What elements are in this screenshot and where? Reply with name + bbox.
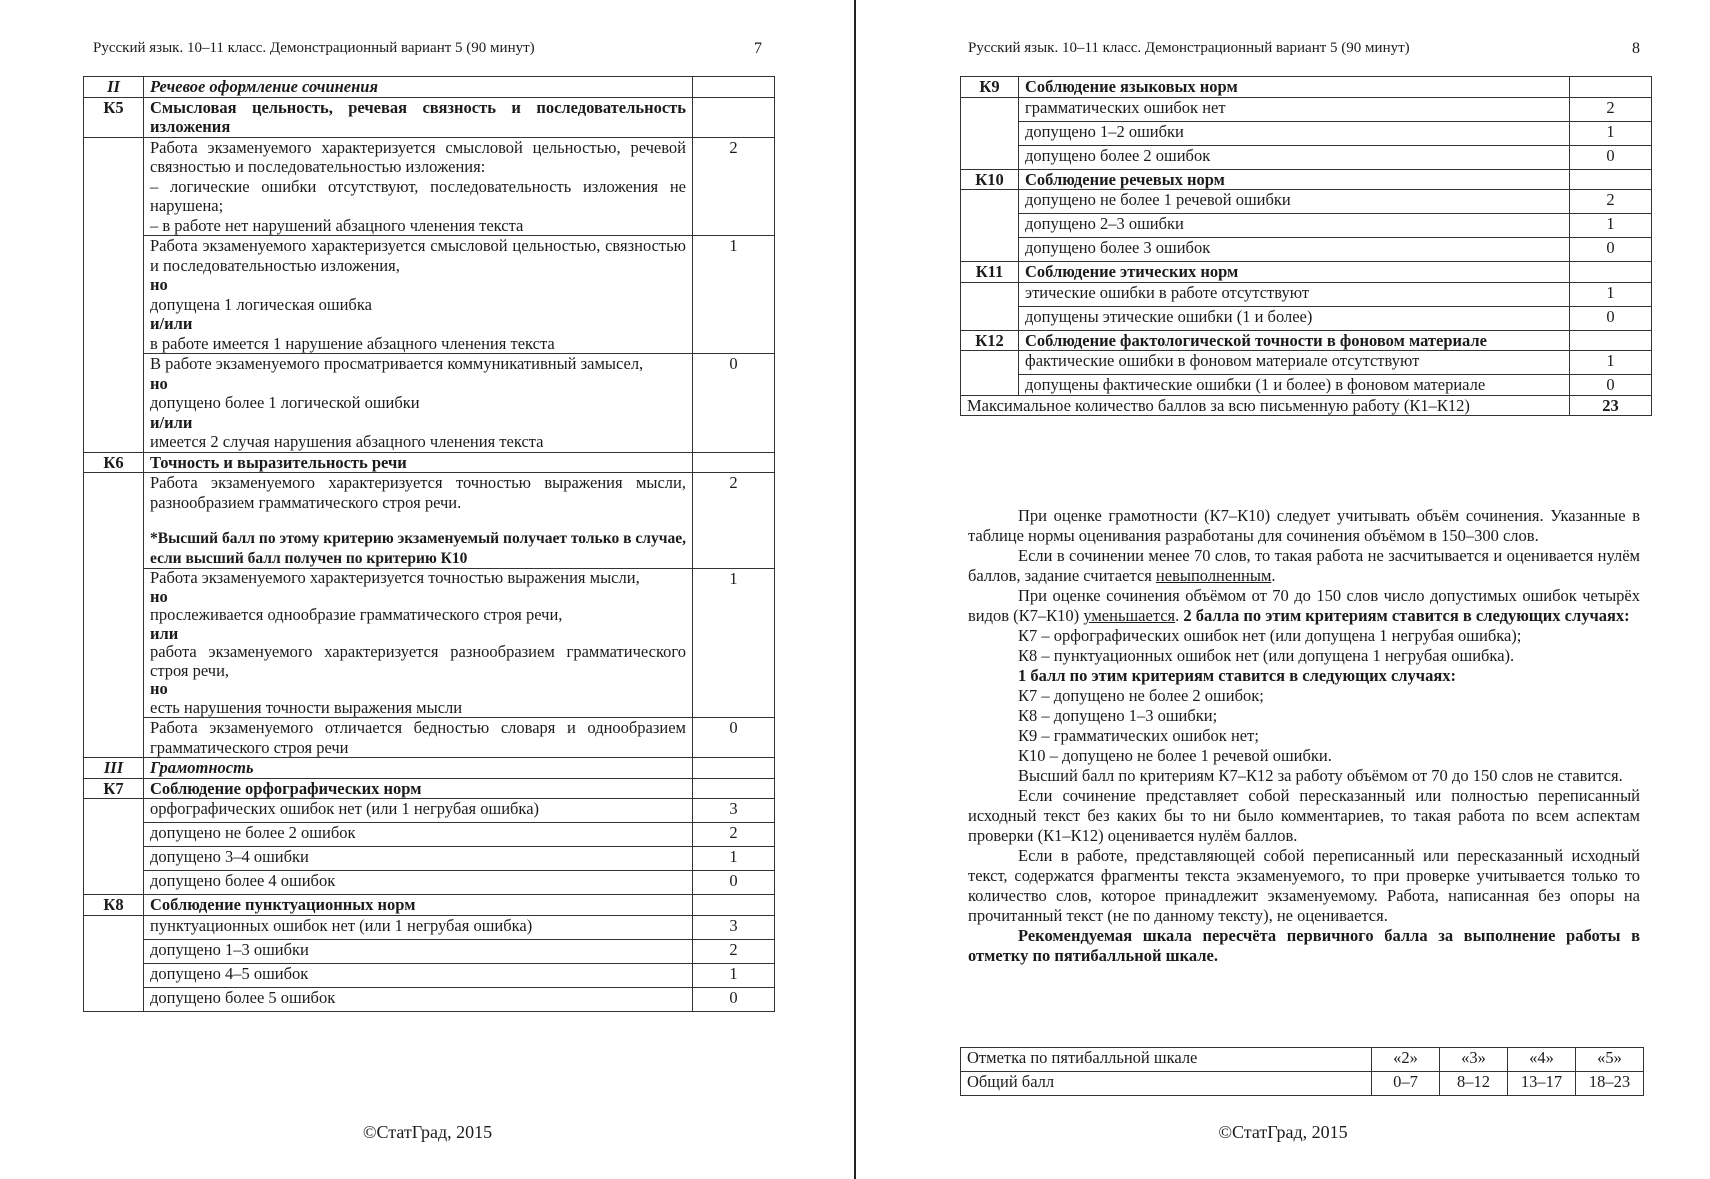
list-item: К8 – допущено 1–3 ошибки; xyxy=(1018,706,1218,725)
score: 0 xyxy=(1570,306,1652,330)
table-row: Работа экзаменуемого характеризуется смысловой цельностью, речевой связностью и последовательностью изложения: – логические ошибки отсутствуют, последовательность изложения не нарушена; – в работе нет нарушений абзацного членения текста 2 xyxy=(84,137,775,236)
table-row: В работе экзаменуемого просматривается коммуникативный замысел, но допущено более 1 логической ошибки и/или имеется 2 случая нарушения абзацного членения текста 0 xyxy=(84,354,775,453)
page-header: Русский язык. 10–11 класс. Демонстрационный вариант 5 (90 минут) xyxy=(93,40,535,56)
score: 2 xyxy=(1570,190,1652,214)
score: 1 xyxy=(1570,121,1652,145)
criteria-table-part1 xyxy=(83,76,775,1012)
table-row: допущено более 5 ошибок 0 xyxy=(84,987,775,1011)
criterion-k8: К8 Соблюдение пунктуационных норм xyxy=(84,895,775,916)
list-item: К8 – пунктуационных ошибок нет (или допущена 1 негрубая ошибка). xyxy=(1018,646,1515,665)
paragraph: Высший балл по критериям К7–К12 за работу объёмом от 70 до 150 слов не ставится. xyxy=(1018,766,1623,785)
score: 2 xyxy=(1570,97,1652,121)
criterion-k12: К12 Соблюдение фактологической точности в фоновом материале xyxy=(961,330,1652,351)
page-number: 8 xyxy=(1632,40,1640,57)
criterion-k10: К10 Соблюдение речевых норм xyxy=(961,169,1652,190)
paragraph: При оценке грамотности (К7–К10) следует учитывать объём сочинения. Указанные в таблице нормы оценивания разработаны для сочинения объёмом в 150–300 слов. xyxy=(968,506,1640,545)
table-row: Работа экзаменуемого характеризуется смысловой цельностью, связностью и последовательностью изложения, но допущена 1 логическая ошибка и/или в работе имеется 1 нарушение абзацного членения текста 1 xyxy=(84,236,775,354)
list-item: К9 – грамматических ошибок нет; xyxy=(1018,726,1259,745)
score: 1 xyxy=(693,847,775,871)
assessment-notes xyxy=(968,506,1640,966)
table-row: допущено 1–3 ошибки 2 xyxy=(84,939,775,963)
paragraph: Если в сочинении менее 70 слов, то такая работа не засчитывается и оценивается нулём баллов, задание считается невыполненным. xyxy=(968,546,1640,585)
paragraph: Если сочинение представляет собой пересказанный или полностью переписанный исходный текст без каких бы то ни было комментариев, то такая работа по всем аспектам проверки (К1–К12) оценивается нулём баллов. xyxy=(968,786,1640,845)
table-row: допущено 3–4 ошибки 1 xyxy=(84,847,775,871)
section-row: II Речевое оформление сочинения xyxy=(84,77,775,98)
criterion-title: Соблюдение речевых норм xyxy=(1019,169,1570,190)
page-footer: ©СтатГрад, 2015 xyxy=(362,1122,493,1142)
criterion-title: Соблюдение этических норм xyxy=(1019,262,1570,283)
score: 1 xyxy=(1570,282,1652,306)
section-title: Речевое оформление сочинения xyxy=(144,77,693,98)
paragraph: При оценке сочинения объёмом от 70 до 150 слов число допустимых ошибок четырёх видов (К7–К10) уменьшается. 2 балла по этим критериям ставится в следующих случаях: xyxy=(968,586,1640,625)
list-item: К7 – допущено не более 2 ошибок; xyxy=(1018,686,1264,705)
score: 2 xyxy=(693,137,775,236)
table-row: Работа экзаменуемого характеризуется точностью выражения мысли, разнообразием грамматического строя речи. *Высший балл по этому критерию экзаменуемый получает только в случае, если высший балл получен по критерию К10 2 xyxy=(84,473,775,569)
score: 3 xyxy=(693,915,775,939)
score: 1 xyxy=(693,963,775,987)
score: 1 xyxy=(693,569,775,718)
max-score: 23 xyxy=(1570,395,1652,416)
score: 0 xyxy=(1570,145,1652,169)
score: 0 xyxy=(693,718,775,758)
score: 1 xyxy=(1570,351,1652,375)
table-row: допущено 1–2 ошибки 1 xyxy=(961,121,1652,145)
table-row: допущено более 3 ошибок 0 xyxy=(961,238,1652,262)
table-row: Отметка по пятибалльной шкале «2» «3» «4» «5» xyxy=(961,1048,1644,1072)
table-row: допущено более 4 ошибок 0 xyxy=(84,871,775,895)
section-row: III Грамотность xyxy=(84,758,775,779)
table-row: допущено 4–5 ошибок 1 xyxy=(84,963,775,987)
score: 2 xyxy=(693,939,775,963)
score: 0 xyxy=(1570,375,1652,396)
score: 1 xyxy=(1570,214,1652,238)
score: 0 xyxy=(693,987,775,1011)
criterion-title: Соблюдение пунктуационных норм xyxy=(144,895,693,916)
criterion-title: Точность и выразительность речи xyxy=(144,452,693,473)
table-row: допущено не более 1 речевой ошибки 2 xyxy=(961,190,1652,214)
page-header: Русский язык. 10–11 класс. Демонстрационный вариант 5 (90 минут) xyxy=(968,40,1410,56)
table-row: допущены фактические ошибки (1 и более) в фоновом материале 0 xyxy=(961,375,1652,396)
list-item: К7 – орфографических ошибок нет (или допущена 1 негрубая ошибка); xyxy=(1018,626,1522,645)
list-heading: 1 балл по этим критериям ставится в следующих случаях: xyxy=(1018,666,1457,685)
max-score-row: Максимальное количество баллов за всю письменную работу (К1–К12) 23 xyxy=(961,395,1652,416)
paragraph: Рекомендуемая шкала пересчёта первичного балла за выполнение работы в отметку по пятибалльной шкале. xyxy=(968,926,1640,965)
criterion-title: Смысловая цельность, речевая связность и последовательность изложения xyxy=(144,97,693,137)
criterion-k9: К9 Соблюдение языковых норм xyxy=(961,77,1652,98)
criteria-table-part2 xyxy=(960,76,1652,416)
score: 2 xyxy=(693,823,775,847)
table-row: Работа экзаменуемого отличается бедностью словаря и однообразием грамматического строя речи 0 xyxy=(84,718,775,758)
criterion-k6: К6 Точность и выразительность речи xyxy=(84,452,775,473)
section-title: Грамотность xyxy=(144,758,693,779)
criterion-k11: К11 Соблюдение этических норм xyxy=(961,262,1652,283)
criterion-k7: К7 Соблюдение орфографических норм xyxy=(84,778,775,799)
conversion-table xyxy=(960,1047,1644,1096)
score: 0 xyxy=(693,354,775,453)
page-footer: ©СтатГрад, 2015 xyxy=(1218,1122,1348,1142)
list-item: К10 – допущено не более 1 речевой ошибки. xyxy=(1018,746,1332,765)
criterion-title: Соблюдение фактологической точности в фоновом материале xyxy=(1019,330,1570,351)
table-row: Работа экзаменуемого характеризуется точностью выражения мысли, но прослеживается однообразие грамматического строя речи, или работа экзаменуемого характеризуется разнообразием грамматического строя речи, но есть нарушения точности выражения мысли 1 xyxy=(84,569,775,718)
table-row: этические ошибки в работе отсутствуют 1 xyxy=(961,282,1652,306)
criterion-title: Соблюдение орфографических норм xyxy=(144,778,693,799)
table-row: допущено 2–3 ошибки 1 xyxy=(961,214,1652,238)
page-number: 7 xyxy=(754,40,762,57)
score: 1 xyxy=(693,236,775,354)
table-row: орфографических ошибок нет (или 1 негрубая ошибка) 3 xyxy=(84,799,775,823)
table-row: фактические ошибки в фоновом материале отсутствуют 1 xyxy=(961,351,1652,375)
table-row: допущено более 2 ошибок 0 xyxy=(961,145,1652,169)
paragraph: Если в работе, представляющей собой переписанный или пересказанный исходный текст, содержатся фрагменты текста экзаменуемого, то при проверке учитывается только то количество слов, которое принадлежит экзаменуемому. Работа, написанная без опоры на прочитанный текст (не по данному тексту), не оценивается. xyxy=(968,846,1640,925)
criterion-k5: К5 Смысловая цельность, речевая связность и последовательность изложения xyxy=(84,97,775,137)
table-row: допущено не более 2 ошибок 2 xyxy=(84,823,775,847)
score: 3 xyxy=(693,799,775,823)
table-row: Общий балл 0–7 8–12 13–17 18–23 xyxy=(961,1072,1644,1096)
table-row: допущены этические ошибки (1 и более) 0 xyxy=(961,306,1652,330)
table-row: грамматических ошибок нет 2 xyxy=(961,97,1652,121)
score: 2 xyxy=(693,473,775,569)
criterion-title: Соблюдение языковых норм xyxy=(1019,77,1570,98)
table-row: пунктуационных ошибок нет (или 1 негрубая ошибка) 3 xyxy=(84,915,775,939)
score: 0 xyxy=(1570,238,1652,262)
score: 0 xyxy=(693,871,775,895)
